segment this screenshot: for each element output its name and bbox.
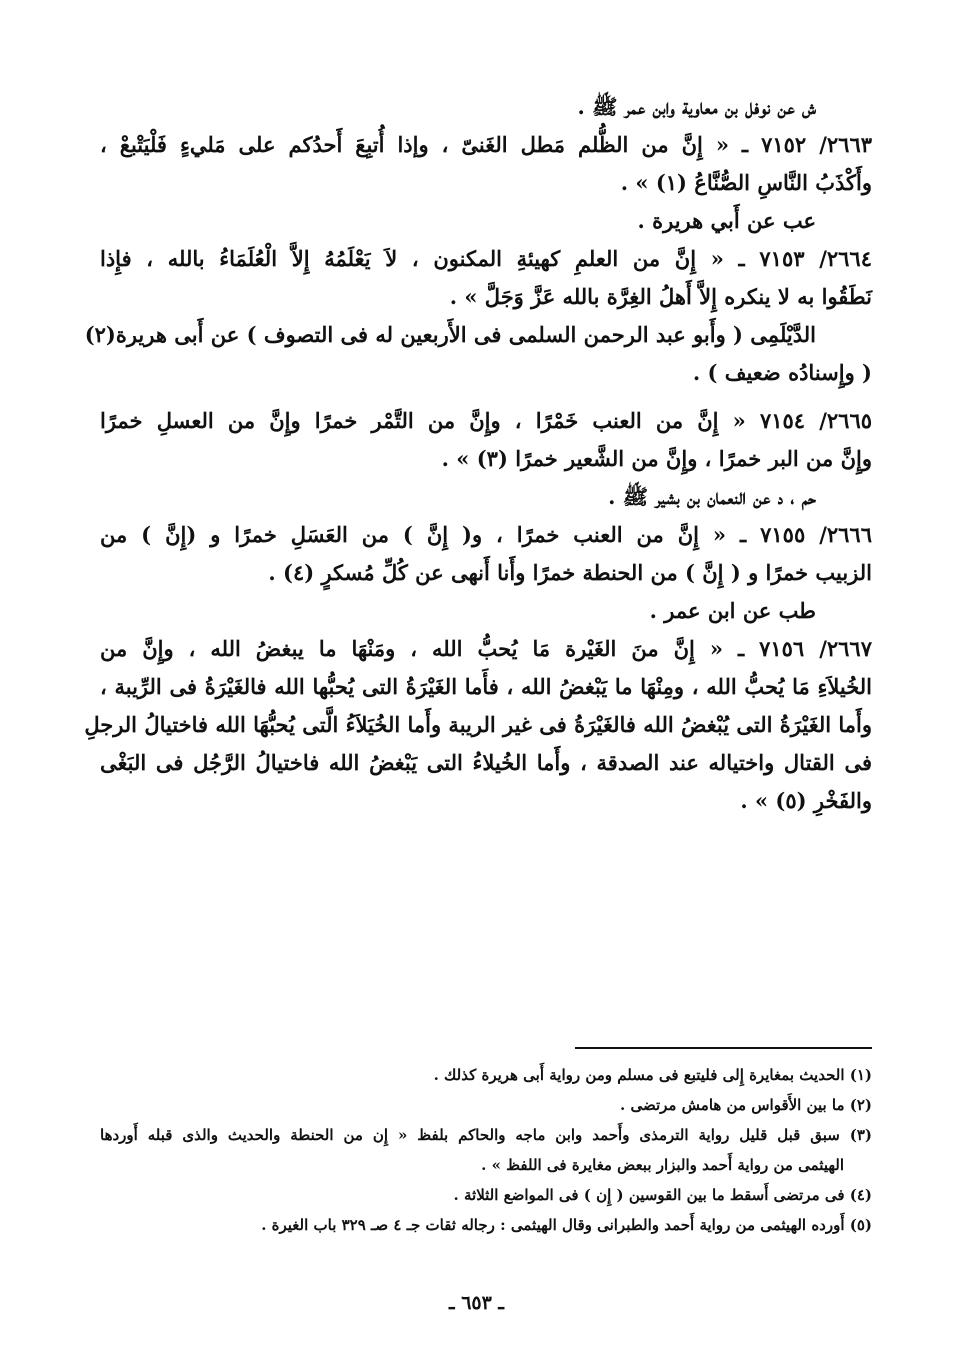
footnote-4: (٤) فى مرتضى أَسقط ما بين القوسين ( إِن ) فى المواضع الثلاثة . [453,1186,872,1204]
hadith-2663-line-2: وأَكْذَبُ النَّاسِ الصُّنَّاعُ (١) » . [620,170,872,195]
hadith-2665-line-1: ٢٦٦٥/ ٧١٥٤ « إِنَّ من العنب خَمْرًا ، وإِنَّ من التَّمْر خمرًا وإِنَّ من العسلِ خمرًا [100,408,873,433]
hadith-2667-line-4: فى القتال واختياله عند الصدقة ، وأَما الخُيلاءُ التى يَبْغضُ الله فاختيالُ الرَّجُل فى البَغْى [100,750,872,775]
source-citation-cont: ( وإِسنادُه ضعيف ) . [692,360,872,385]
hadith-2667-line-1: ٢٦٦٧/ ٧١٥٦ ـ « إِنَّ منَ الغَيْرة مَا يُحبُّ الله ، ومَنْهَا ما يبغضُ الله ، وإِنَّ من [100,636,872,661]
footnote-divider [575,1047,872,1049]
hadith-2666-line-2: الزبيب خمرًا و ( إِنَّ ) من الحنطة خمرًا وأَنا أَنهى عن كُلِّ مُسكرٍ (٤) . [268,560,872,585]
hadith-2667-line-2: الخُيلاَءِ مَا يُحبُّ الله ، ومِنْهَا ما يَبْغضُ الله ، فأَما الغَيْرَةُ التى يُحبُّها الله فالغَيْرَةُ فى الرِّيبة ، [100,674,872,699]
source-citation: طب عن ابن عمر . [649,598,816,623]
page-number: ـ ٦٥٣ ـ [449,1292,504,1314]
hadith-2667-line-3: وأَما الغَيْرَةُ التى يُبْغضُ الله فالغَيْرَةُ فى غير الريبة وأَما الخُيَلاَءُ الَّتى يُحبُّهَا الله فاختيالُ الرجلِ [84,712,872,737]
footnote-2: (٢) ما بين الأَقواس من هامش مرتضى . [620,1096,872,1114]
source-citation: ش عن نوفل بن معاوية وابن عمر ﷺ . [577,94,816,119]
spacer [100,392,872,402]
hadith-2663-line-1: ٢٦٦٣/ ٧١٥٢ ـ « إِنَّ من الظُّلم مَطل الغَنىّ ، وإذا أُتبِعَ أَحدُكم على مَليءٍ فَلْيَتْبعْ ، [100,132,873,157]
footnote-3: (٣) سبق قبل قليل رواية الترمذى وأَحمد وابن ماجه والحاكم بلفظ « إِن من الحنطة والحديث والذى قبله أَوردها [100,1126,872,1144]
hadith-2667-line-5: والفَخْرِ (٥) » . [740,788,872,813]
source-citation: حم ، د عن النعمان بن بشير ﷺ . [608,484,816,509]
hadith-2664-line-2: نَطَقُوا به لا ينكره إِلاَّ أَهلُ الغِرَّة بالله عَزَّ وَجَلَّ » . [449,284,872,309]
footnote-3-cont: الهيثمى من رواية أَحمد والبزار ببعض مغايرة فى اللفظ » . [481,1156,844,1174]
footnotes [100,1060,872,1240]
footnote-1: (١) الحديث بمغايرة إِلى فليتبع فى مسلم ومن رواية أَبى هريرة كذلك . [433,1066,872,1084]
hadith-2664-line-1: ٢٦٦٤/ ٧١٥٣ ـ « إِنَّ من العلمِ كهيئةِ المكنون ، لاَ يَعْلَمُهُ إِلاَّ الْعُلَمَاءُ بالله ، فإِذا [100,246,872,271]
main-text [84,88,873,820]
source-citation: الدَّيْلَمِى ( وأَبو عبد الرحمن السلمى فى الأَربعين له فى التصوف ) عن أَبى هريرة(٢) [84,322,816,347]
source-citation: عب عن أَبي هريرة . [637,208,816,233]
hadith-2665-line-2: وإِنَّ من البر خمرًا ، وإِنَّ من الشَّعير خمرًا (٣) » . [441,446,872,471]
footnote-5: (٥) أَورده الهيثمى من رواية أَحمد والطبرانى وقال الهيثمى : رجاله ثقات جـ ٤ صـ ٣٢٩ باب الغيرة . [261,1216,872,1234]
hadith-2666-line-1: ٢٦٦٦/ ٧١٥٥ ـ « إِنَّ من العنب خمرًا ، و( إِنَّ ) من العَسَلِ خمرًا و (إِنَّ ) من [100,522,872,547]
